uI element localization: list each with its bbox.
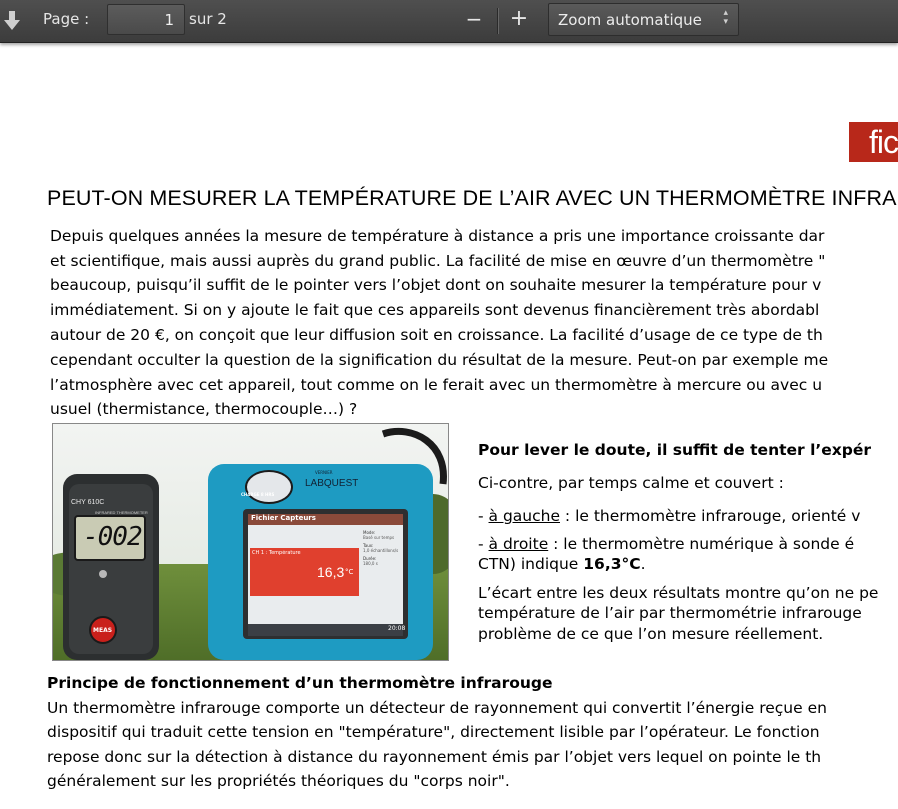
zoom-select[interactable] — [548, 3, 739, 36]
intro-line: immédiatement. Si on y ajoute le fait que ces appareils sont devenus financièrement très abordabl — [50, 301, 820, 319]
principle-line: Un thermomètre infrarouge comporte un détecteur de rayonnement qui convertit l’énergie reçue en — [47, 699, 827, 717]
right-device-item — [478, 535, 898, 553]
labquest-taskbar — [248, 624, 406, 636]
ecart-line: problème de ce que l’on mesure réellement. — [478, 625, 824, 643]
right-device-text: : le thermomètre numérique à sonde é — [548, 535, 855, 553]
labquest-side-text: Taux: — [363, 543, 374, 548]
list-prefix: - — [478, 535, 489, 553]
page-total-label: sur 2 — [189, 10, 227, 28]
zoom-in-button[interactable]: + — [509, 6, 529, 31]
intro-line: Depuis quelques années la mesure de température à distance a pris une importance croissante dar — [50, 227, 825, 245]
photo-left-brand: CHY 610C — [71, 499, 105, 506]
photo-left-model: INFRARED THERMOMETER — [95, 510, 148, 515]
labquest-channel: CH 1 : Température — [252, 550, 301, 556]
labquest-side-text: 180,0 s — [363, 561, 378, 566]
labquest-brand-top: VERNIER — [315, 470, 333, 475]
side-heading: Pour lever le doute, il suffit de tenter l’expér — [478, 441, 872, 459]
right-device-item-line2 — [478, 555, 898, 573]
zoom-select-value: Zoom automatique — [558, 11, 702, 29]
photo-left-reading: -002 — [83, 522, 142, 552]
sentence-end: . — [640, 555, 646, 573]
labquest-side-text: Basé sur temps — [363, 535, 395, 540]
zoom-out-button[interactable]: − — [465, 7, 483, 31]
list-prefix: - — [478, 507, 489, 525]
principle-line: généralement sur les propriétés théoriques du "corps noir". — [47, 772, 510, 790]
left-device-link: à gauche — [488, 507, 560, 525]
pdf-toolbar — [0, 0, 898, 43]
header-badge — [849, 122, 898, 162]
principle-heading: Principe de fonctionnement d’un thermomètre infrarouge — [47, 674, 553, 692]
labquest-brand: LABQUEST — [305, 478, 359, 489]
ecart-line: température de l’air par thermométrie infrarouge — [478, 604, 862, 622]
labquest-menu: Fichier Capteurs — [251, 514, 316, 522]
left-device-item — [478, 507, 898, 525]
header-badge-text: fic — [869, 124, 898, 160]
measured-temperature: 16,3°C — [583, 555, 641, 573]
intro-line: cependant occulter la question de la signification du résultat de la mesure. Peut-on par exemple me — [50, 351, 829, 369]
labquest-side-text: 1,0 échantillons/s — [363, 548, 399, 553]
photo-left-button-label: MEAS — [93, 627, 113, 634]
select-arrows-icon: ▴ ▾ — [723, 8, 728, 27]
intro-line: l’atmosphère avec cet appareil, tout comme on le ferait avec un thermomètre à mercure ou avec u — [50, 376, 823, 394]
principle-line: repose donc sur la détection à distance du rayonnement émis par l’objet vers lequel on pointe le th — [47, 748, 822, 766]
left-device-text: : le thermomètre infrarouge, orienté v — [560, 507, 861, 525]
side-intro: Ci-contre, par temps calme et couvert : — [478, 474, 784, 492]
page-label: Page : — [43, 10, 90, 28]
intro-line: et scientifique, mais aussi auprès du grand public. La facilité de mise en œuvre d’un thermomètre " — [50, 252, 826, 270]
labquest-reading: 16,3 — [317, 564, 345, 580]
labquest-side-text: Durée: — [363, 556, 377, 561]
download-arrow-icon[interactable] — [2, 10, 22, 32]
labquest-charge-text: CHARGE 8 HRS — [241, 492, 275, 497]
ecart-line: L’écart entre les deux résultats montre qu’on ne pe — [478, 584, 879, 602]
intro-line: usuel (thermistance, thermocouple…) ? — [50, 400, 358, 418]
intro-line: autour de 20 €, on conçoit que leur diffusion soit en croissance. La facilité d’usage de ce type de th — [50, 326, 823, 344]
page-number-input[interactable] — [107, 4, 185, 35]
thermometers-photo — [52, 423, 449, 661]
labquest-clock: 20:08 — [388, 625, 406, 632]
right-device-link: à droite — [488, 535, 549, 553]
labquest-badge — [245, 470, 293, 504]
labquest-side-text: Mode: — [363, 530, 376, 535]
document-title: PEUT-ON MESURER LA TEMPÉRATURE DE L’AIR AVEC UN THERMOMÈTRE INFRA — [47, 186, 897, 210]
toolbar-separator — [497, 8, 498, 34]
right-device-text-line2: CTN) indique — [478, 555, 584, 573]
labquest-unit: °C — [345, 568, 354, 576]
principle-line: dispositif qui traduit cette tension en "température", directement lisible par l’opérateur. Le fonction — [47, 723, 820, 741]
intro-line: beaucoup, puisqu’il suffit de le pointer vers l’objet dont on souhaite mesurer la température pour v — [50, 276, 822, 294]
